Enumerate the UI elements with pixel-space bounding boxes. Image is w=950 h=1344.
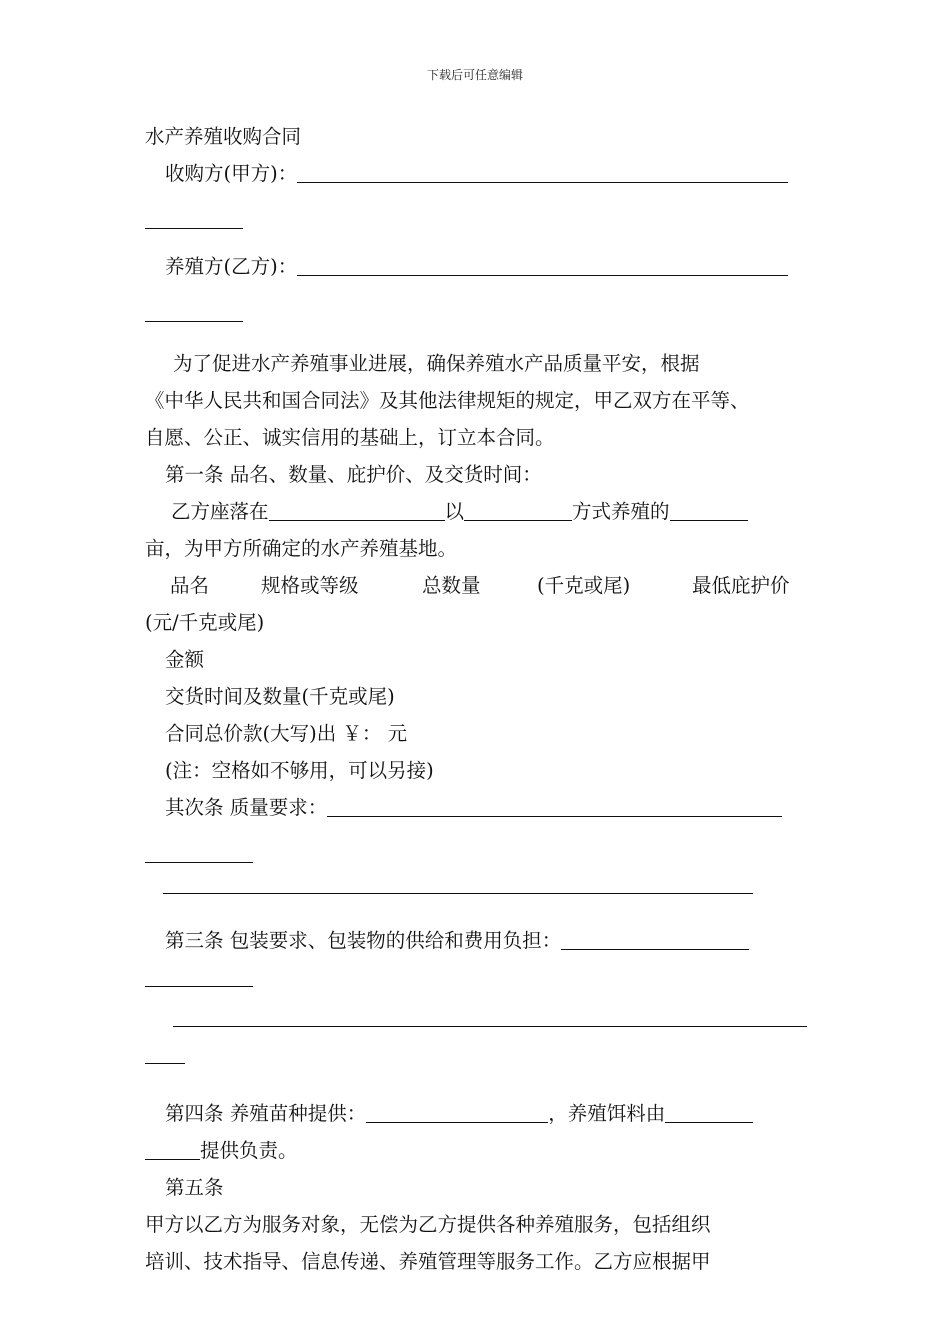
quality-blank-extra[interactable] [163, 871, 753, 894]
feed-blank-cont[interactable] [145, 1137, 200, 1160]
buyer-label: 收购方(甲方)： [165, 162, 298, 185]
responsible-text: 提供负责。 [200, 1139, 298, 1162]
article5-line: 培训、技术指导、信息传递、养殖管理等服务工作。乙方应根据甲 [145, 1250, 711, 1273]
article2-line [145, 789, 810, 826]
intro-line: 《中华人民共和国合同法》及其他法律规矩的规定，甲乙双方在平等、 [145, 389, 750, 412]
page-header: 下载后可任意编辑 [426, 68, 523, 82]
article4-heading: 第四条 养殖苗种提供： [165, 1102, 367, 1125]
location-text: 乙方座落在 [171, 500, 269, 523]
contract-document [145, 118, 810, 1280]
seedling-blank[interactable] [366, 1100, 548, 1123]
breeder-label: 养殖方(乙方)： [165, 255, 298, 278]
quality-blank-cont[interactable] [145, 840, 253, 863]
breeder-line [145, 248, 810, 285]
amount-line: 金额 [165, 648, 205, 671]
article1-heading: 第一条 品名、数量、庇护价、及交货时间： [165, 463, 542, 486]
article2-line-cont [145, 826, 810, 866]
method-text: 以 [444, 500, 465, 523]
article4-line-cont [145, 1132, 810, 1169]
article3-heading: 第三条 包装要求、包装物的供给和费用负担： [165, 929, 562, 952]
area-blank[interactable] [670, 498, 748, 521]
packaging-blank-extra[interactable] [173, 1004, 807, 1027]
column-header: 品名 [170, 574, 210, 597]
article5-line: 甲方以乙方为服务对象，无偿为乙方提供各种养殖服务，包括组织 [145, 1213, 711, 1236]
packaging-blank-extra2[interactable] [145, 1041, 185, 1064]
note-line: (注：空格如不够用，可以另接) [165, 759, 434, 782]
feed-text: ，养殖饵料由 [548, 1102, 666, 1125]
quality-blank[interactable] [327, 794, 782, 817]
article3-line-extra2 [145, 1036, 810, 1095]
article4-line [145, 1095, 810, 1132]
packaging-blank-cont[interactable] [145, 964, 253, 987]
intro-line: 为了促进水产养殖事业进展，确保养殖水产品质量平安，根据 [173, 352, 700, 375]
total-price-line: 合同总价款(大写)出 ￥： 元 [165, 722, 408, 745]
unit-line: (元/千克或尾) [145, 611, 265, 634]
breeder-blank-cont[interactable] [145, 299, 243, 322]
article1-location-cont: 亩，为甲方所确定的水产养殖基地。 [145, 537, 458, 560]
intro-line: 自愿、公正、诚实信用的基础上，订立本合同。 [145, 426, 555, 449]
breeder-blank[interactable] [297, 253, 788, 276]
buyer-line-cont [145, 192, 810, 248]
column-header: (千克或尾) [537, 574, 631, 597]
contract-title: 水产养殖收购合同 [145, 125, 302, 148]
table-header-row [145, 567, 810, 604]
buyer-line [145, 155, 810, 192]
column-header: 规格或等级 [261, 574, 359, 597]
location-blank[interactable] [269, 498, 445, 521]
buyer-blank[interactable] [297, 160, 788, 183]
column-header: 总数量 [422, 574, 481, 597]
article3-line-extra [145, 999, 810, 1036]
method-blank[interactable] [464, 498, 572, 521]
packaging-blank[interactable] [561, 927, 749, 950]
article3-line-cont [145, 959, 810, 999]
column-header: 最低庇护价 [692, 574, 790, 597]
area-text: 方式养殖的 [572, 500, 670, 523]
article3-line [145, 922, 810, 959]
buyer-blank-cont[interactable] [145, 206, 243, 229]
feed-blank[interactable] [665, 1100, 753, 1123]
article5-heading: 第五条 [165, 1176, 224, 1199]
delivery-line: 交货时间及数量(千克或尾) [165, 685, 395, 708]
article2-line-extra [145, 866, 810, 922]
breeder-line-cont [145, 285, 810, 345]
article1-location-line [145, 493, 810, 530]
article2-heading: 其次条 质量要求： [165, 796, 328, 819]
